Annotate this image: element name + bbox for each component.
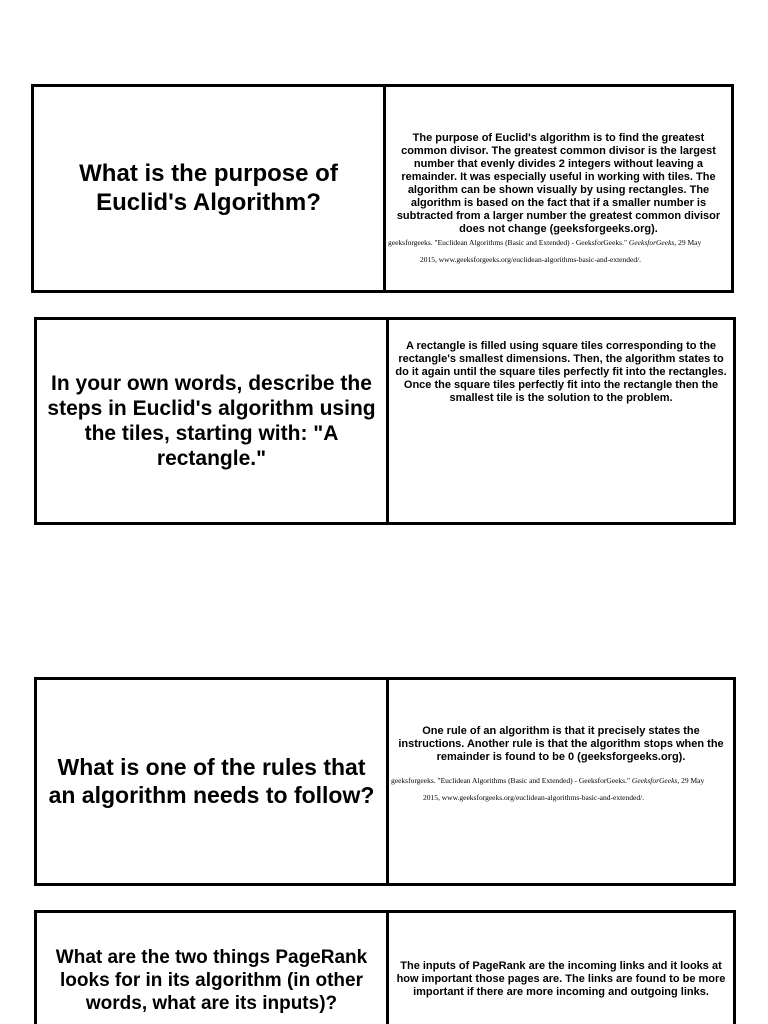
flashcard-4 xyxy=(34,910,736,1024)
flashcard-2 xyxy=(34,317,736,525)
card-question: What are the two things PageRank looks for in its algorithm (in other words, what are its inputs)? xyxy=(37,913,389,1024)
card-question: What is the purpose of Euclid's Algorithm? xyxy=(34,87,386,290)
card-answer: A rectangle is filled using square tiles corresponding to the rectangle's smallest dimensions. Then, the algorithm states to do it again until the square tiles perfectly fit into the rectangles. Once the square tiles perfectly fit into the rectangle then the smallest tile is the solution to the problem. xyxy=(395,340,727,404)
citation: geeksforgeeks. "Euclidean Algorithms (Basic and Extended) - GeeksforGeeks." GeeksforGeeks, 29 May 2015, www.geeksforgeeks.org/euclidean-algorithms-basic-and-extended/. xyxy=(391,775,705,802)
card-answer: The purpose of Euclid's algorithm is to find the greatest common divisor. The greatest common divisor is the largest number that evenly divides 2 integers without leaving a remainder. It was especially useful in working with tiles. The algorithm can be shown visually by using rectangles. The algorithm is based on the fact that if a smaller number is subtracted from a larger number the greatest common divisor does not change (geeksforgeeks.org). xyxy=(396,132,721,235)
card-question: In your own words, describe the steps in Euclid's algorithm using the tiles, starting with: "A rectangle." xyxy=(37,320,389,522)
card-answer-panel xyxy=(389,680,733,883)
flashcard-1 xyxy=(31,84,734,293)
card-answer-panel xyxy=(386,87,731,290)
card-answer-panel xyxy=(389,320,733,522)
card-answer: The inputs of PageRank are the incoming links and it looks at how important those pages are. The links are found to be more important if there are more incoming and outgoing links. xyxy=(396,960,726,998)
citation: geeksforgeeks. "Euclidean Algorithms (Basic and Extended) - GeeksforGeeks." GeeksforGeeks, 29 May 2015, www.geeksforgeeks.org/euclidean-algorithms-basic-and-extended/. xyxy=(388,237,702,264)
card-question: What is one of the rules that an algorithm needs to follow? xyxy=(37,680,389,883)
flashcard-3 xyxy=(34,677,736,886)
card-answer-panel xyxy=(389,913,733,1024)
card-answer: One rule of an algorithm is that it precisely states the instructions. Another rule is that the algorithm stops when the remainder is found to be 0 (geeksforgeeks.org). xyxy=(398,725,724,763)
